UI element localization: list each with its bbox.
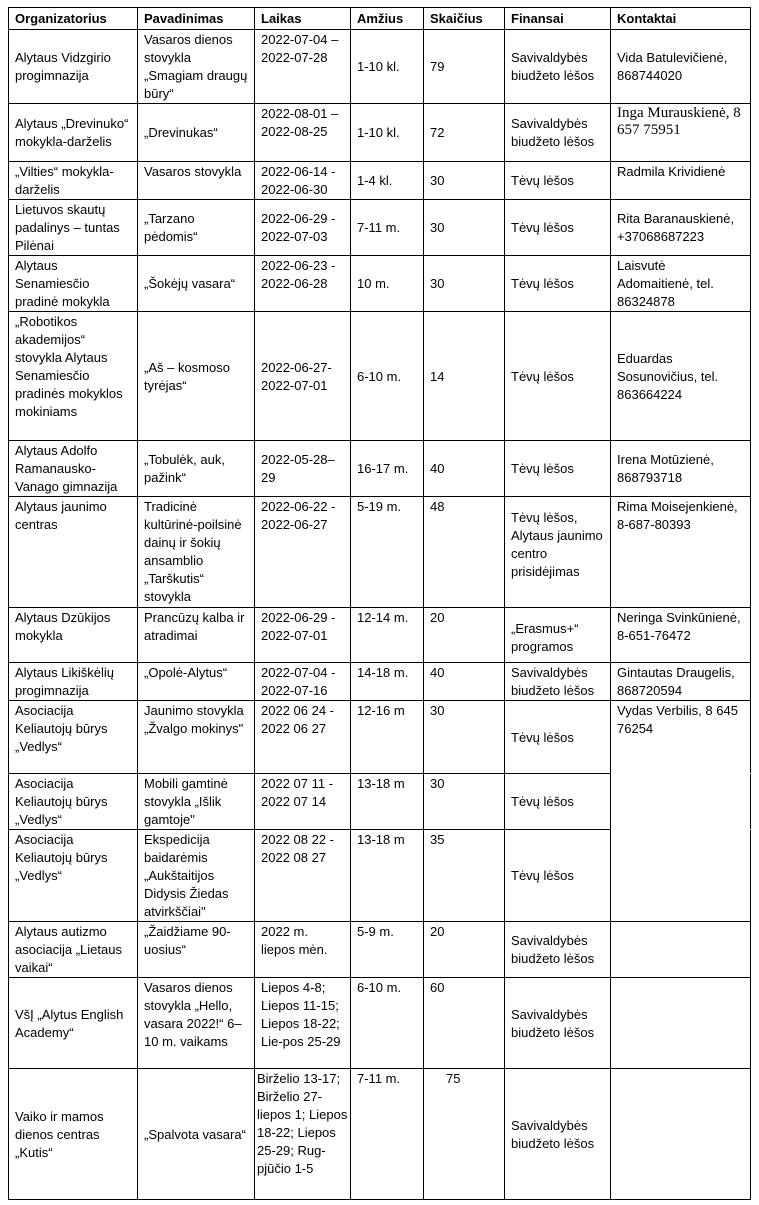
title-cell: Jaunimo stovykla „Žvalgo mokinys" (138, 701, 255, 774)
count-cell: 30 (424, 774, 505, 830)
title-cell: Vasaros stovykla (138, 162, 255, 200)
time-cell: 2022-06-14 - 2022-06-30 (255, 162, 351, 200)
title-cell: Tradicinė kultūrinė-poilsinė dainų ir šokių ansamblio „Tarškutis“ stovykla (138, 497, 255, 608)
contact-cell: Neringa Svinkūnienė, 8-651-76472 (611, 608, 751, 663)
age-cell: 1-4 kl. (351, 162, 424, 200)
table-row (9, 774, 751, 830)
title-cell: „Tobulėk, auk, pažink“ (138, 441, 255, 497)
finances-cell: Savivaldybės biudžeto lėšos (505, 30, 611, 104)
age-cell: 16-17 m. (351, 441, 424, 497)
title-cell: „Drevinukas“ (138, 104, 255, 162)
title-cell: „Šokėjų vasara“ (138, 256, 255, 312)
count-cell: 79 (424, 30, 505, 104)
contact-cell (611, 830, 751, 922)
organizer-cell: „Vilties“ mokykla-darželis (9, 162, 138, 200)
finances-cell: Savivaldybės biudžeto lėšos (505, 978, 611, 1069)
age-cell: 12-14 m. (351, 608, 424, 663)
table-row (9, 256, 751, 312)
organizer-cell: „Robotikos akademijos“ stovykla Alytaus Senamiesčio pradinės mokyklos mokiniams (9, 312, 138, 441)
title-cell: „Opolė-Alytus“ (138, 663, 255, 701)
count-cell: 30 (424, 162, 505, 200)
time-cell: 2022-06-22 - 2022-06-27 (255, 497, 351, 608)
finances-cell: Tėvų lėšos, Alytaus jaunimo centro prisidėjimas (505, 497, 611, 608)
organizer-cell: Alytaus „Drevinuko“ mokykla-darželis (9, 104, 138, 162)
organizer-cell: Lietuvos skautų padalinys – tuntas Pilėnai (9, 200, 138, 256)
header-count: Skaičius (424, 8, 505, 30)
time-cell: Birželio 13-17; Birželio 27- liepos 1; Liepos 18-22; Liepos 25-29; Rug-pjūčio 1-5 (255, 1069, 351, 1200)
time-cell: 2022 m. liepos mėn. (255, 922, 351, 978)
contact-cell (611, 1069, 751, 1200)
organizer-cell: Asociacija Keliautojų būrys „Vedlys“ (9, 701, 138, 774)
time-cell: 2022-05-28– 29 (255, 441, 351, 497)
count-cell: 40 (424, 441, 505, 497)
header-age: Amžius (351, 8, 424, 30)
table-row (9, 701, 751, 774)
organizer-cell: Alytaus Likiškėlių progimnazija (9, 663, 138, 701)
age-cell: 14-18 m. (351, 663, 424, 701)
count-cell: 20 (424, 922, 505, 978)
time-cell: 2022-06-29 - 2022-07-01 (255, 608, 351, 663)
finances-cell: Savivaldybės biudžeto lėšos (505, 922, 611, 978)
table-row (9, 162, 751, 200)
count-cell: 14 (424, 312, 505, 441)
finances-cell: Savivaldybės biudžeto lėšos (505, 104, 611, 162)
finances-cell: Tėvų lėšos (505, 830, 611, 922)
table-row (9, 608, 751, 663)
title-cell: Vasaros dienos stovykla „Smagiam draugų būry“ (138, 30, 255, 104)
summer-camps-table (8, 7, 751, 1200)
contact-cell: Vydas Verbilis, 8 645 76254 (611, 701, 751, 774)
age-cell: 6-10 m. (351, 978, 424, 1069)
title-cell: „Žaidžiame 90-uosius“ (138, 922, 255, 978)
header-contacts: Kontaktai (611, 8, 751, 30)
finances-cell: Tėvų lėšos (505, 441, 611, 497)
age-cell: 13-18 m (351, 774, 424, 830)
finances-cell: Savivaldybės biudžeto lėšos (505, 663, 611, 701)
header-organizer: Organizatorius (9, 8, 138, 30)
header-time: Laikas (255, 8, 351, 30)
header-finances: Finansai (505, 8, 611, 30)
title-cell: Vasaros dienos stovykla „Hello, vasara 2022!“ 6–10 m. vaikams (138, 978, 255, 1069)
title-cell: „Tarzano pėdomis“ (138, 200, 255, 256)
title-cell: Prancūzų kalba ir atradimai (138, 608, 255, 663)
organizer-cell: Vaiko ir mamos dienos centras „Kutis“ (9, 1069, 138, 1200)
contact-cell: Gintautas Draugelis, 868720594 (611, 663, 751, 701)
count-cell: 30 (424, 256, 505, 312)
time-cell: Liepos 4-8; Liepos 11-15; Liepos 18-22; Lie-pos 25-29 (255, 978, 351, 1069)
header-row (9, 8, 751, 30)
age-cell: 1-10 kl. (351, 30, 424, 104)
organizer-cell: Alytaus Vidzgirio progimnazija (9, 30, 138, 104)
finances-cell: Tėvų lėšos (505, 162, 611, 200)
time-cell: 2022-06-27- 2022-07-01 (255, 312, 351, 441)
contact-cell: Irena Motūzienė, 868793718 (611, 441, 751, 497)
time-cell: 2022-07-04 – 2022-07-28 (255, 30, 351, 104)
count-cell: 60 (424, 978, 505, 1069)
finances-cell: Tėvų lėšos (505, 256, 611, 312)
count-cell: 72 (424, 104, 505, 162)
time-cell: 2022 07 11 - 2022 07 14 (255, 774, 351, 830)
contact-cell: Rima Moisejenkienė, 8-687-80393 (611, 497, 751, 608)
time-cell: 2022 08 22 - 2022 08 27 (255, 830, 351, 922)
organizer-cell: Asociacija Keliautojų būrys „Vedlys“ (9, 774, 138, 830)
table-row (9, 922, 751, 978)
organizer-cell: Alytaus Dzūkijos mokykla (9, 608, 138, 663)
age-cell: 1-10 kl. (351, 104, 424, 162)
finances-cell: Savivaldybės biudžeto lėšos (505, 1069, 611, 1200)
title-cell: „Spalvota vasara“ (138, 1069, 255, 1200)
finances-cell: Tėvų lėšos (505, 701, 611, 774)
organizer-cell: Alytaus jaunimo centras (9, 497, 138, 608)
table-row (9, 104, 751, 162)
finances-cell: „Erasmus+“ programos (505, 608, 611, 663)
time-cell: 2022-08-01 – 2022-08-25 (255, 104, 351, 162)
contact-cell (611, 774, 751, 830)
organizer-cell: VšĮ „Alytus English Academy“ (9, 978, 138, 1069)
age-cell: 10 m. (351, 256, 424, 312)
count-cell: 30 (424, 200, 505, 256)
age-cell: 7-11 m. (351, 1069, 424, 1200)
time-cell: 2022-06-23 - 2022-06-28 (255, 256, 351, 312)
contact-cell (611, 922, 751, 978)
organizer-cell: Asociacija Keliautojų būrys „Vedlys“ (9, 830, 138, 922)
age-cell: 5-19 m. (351, 497, 424, 608)
finances-cell: Tėvų lėšos (505, 200, 611, 256)
table-row (9, 312, 751, 441)
age-cell: 6-10 m. (351, 312, 424, 441)
table-row (9, 663, 751, 701)
table-row (9, 30, 751, 104)
time-cell: 2022 06 24 - 2022 06 27 (255, 701, 351, 774)
count-cell: 40 (424, 663, 505, 701)
age-cell: 5-9 m. (351, 922, 424, 978)
title-cell: Ekspedicija baidarėmis „Aukštaitijos Didysis Žiedas atvirkščiai" (138, 830, 255, 922)
title-cell: „Aš – kosmoso tyrėjas“ (138, 312, 255, 441)
finances-cell: Tėvų lėšos (505, 312, 611, 441)
table-row (9, 441, 751, 497)
table-row (9, 830, 751, 922)
header-title: Pavadinimas (138, 8, 255, 30)
time-cell: 2022-06-29 - 2022-07-03 (255, 200, 351, 256)
count-cell: 30 (424, 701, 505, 774)
finances-cell: Tėvų lėšos (505, 774, 611, 830)
age-cell: 7-11 m. (351, 200, 424, 256)
contact-cell: Laisvutė Adomaitienė, tel. 86324878 (611, 256, 751, 312)
organizer-cell: Alytaus Senamiesčio pradinė mokykla (9, 256, 138, 312)
contact-cell: Radmila Krividienė (611, 162, 751, 200)
time-cell: 2022-07-04 - 2022-07-16 (255, 663, 351, 701)
contact-cell: Vida Batulevičienė, 868744020 (611, 30, 751, 104)
title-cell: Mobili gamtinė stovykla „Išlik gamtoje" (138, 774, 255, 830)
organizer-cell: Alytaus Adolfo Ramanausko-Vanago gimnazija (9, 441, 138, 497)
age-cell: 12-16 m (351, 701, 424, 774)
contact-cell (611, 978, 751, 1069)
table-row (9, 1069, 751, 1200)
contact-cell: Inga Murauskienė, 8 657 75951 (611, 104, 751, 162)
organizer-cell: Alytaus autizmo asociacija „Lietaus vaikai“ (9, 922, 138, 978)
age-cell: 13-18 m (351, 830, 424, 922)
contact-cell: Rita Baranauskienė, +37068687223 (611, 200, 751, 256)
count-cell: 75 (424, 1069, 505, 1200)
count-cell: 35 (424, 830, 505, 922)
table-row (9, 200, 751, 256)
table-row (9, 978, 751, 1069)
table-row (9, 497, 751, 608)
count-cell: 20 (424, 608, 505, 663)
count-cell: 48 (424, 497, 505, 608)
contact-cell: Eduardas Sosunovičius, tel. 863664224 (611, 312, 751, 441)
